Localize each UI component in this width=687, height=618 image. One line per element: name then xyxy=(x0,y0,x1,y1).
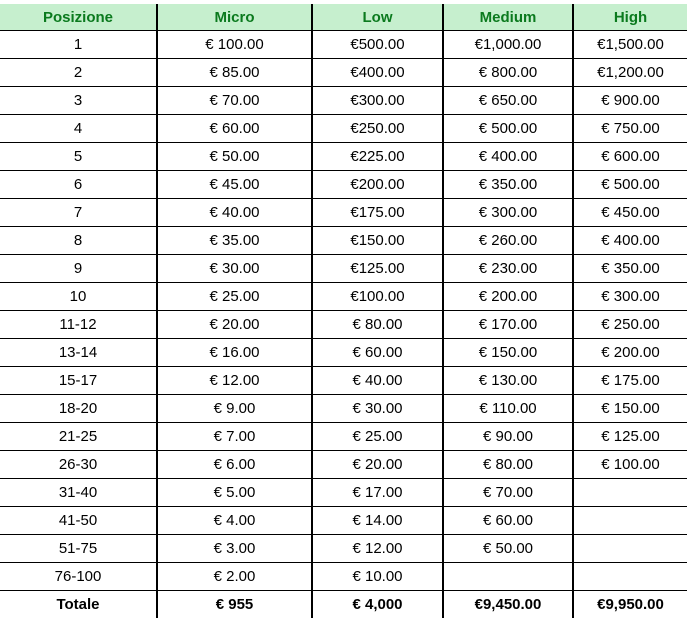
header-micro: Micro xyxy=(157,4,312,31)
medium-cell: € 90.00 xyxy=(443,423,573,451)
position-cell: 8 xyxy=(0,227,157,255)
high-cell: € 200.00 xyxy=(573,339,687,367)
high-cell: €1,500.00 xyxy=(573,31,687,59)
position-cell: 18-20 xyxy=(0,395,157,423)
medium-cell: € 70.00 xyxy=(443,479,573,507)
micro-cell: € 2.00 xyxy=(157,563,312,591)
position-cell: 10 xyxy=(0,283,157,311)
position-cell: 21-25 xyxy=(0,423,157,451)
low-cell: €400.00 xyxy=(312,59,443,87)
medium-cell: € 170.00 xyxy=(443,311,573,339)
medium-cell: € 400.00 xyxy=(443,143,573,171)
total-high: €9,950.00 xyxy=(573,591,687,618)
micro-cell: € 6.00 xyxy=(157,451,312,479)
high-cell: € 100.00 xyxy=(573,451,687,479)
medium-cell: € 60.00 xyxy=(443,507,573,535)
position-cell: 26-30 xyxy=(0,451,157,479)
position-cell: 76-100 xyxy=(0,563,157,591)
position-cell: 13-14 xyxy=(0,339,157,367)
table-row xyxy=(0,227,687,255)
micro-cell: € 9.00 xyxy=(157,395,312,423)
table-row xyxy=(0,171,687,199)
total-row xyxy=(0,591,687,618)
position-cell: 3 xyxy=(0,87,157,115)
total-low: € 4,000 xyxy=(312,591,443,618)
position-cell: 31-40 xyxy=(0,479,157,507)
table-row xyxy=(0,59,687,87)
low-cell: € 17.00 xyxy=(312,479,443,507)
medium-cell: € 350.00 xyxy=(443,171,573,199)
position-cell: 5 xyxy=(0,143,157,171)
micro-cell: € 40.00 xyxy=(157,199,312,227)
low-cell: € 60.00 xyxy=(312,339,443,367)
micro-cell: € 50.00 xyxy=(157,143,312,171)
position-cell: 15-17 xyxy=(0,367,157,395)
table-row xyxy=(0,507,687,535)
position-cell: 2 xyxy=(0,59,157,87)
table-row xyxy=(0,143,687,171)
low-cell: € 10.00 xyxy=(312,563,443,591)
position-cell: 51-75 xyxy=(0,535,157,563)
medium-cell xyxy=(443,563,573,591)
position-cell: 1 xyxy=(0,31,157,59)
header-high: High xyxy=(573,4,687,31)
micro-cell: € 20.00 xyxy=(157,311,312,339)
low-cell: €175.00 xyxy=(312,199,443,227)
low-cell: € 40.00 xyxy=(312,367,443,395)
header-medium: Medium xyxy=(443,4,573,31)
medium-cell: € 800.00 xyxy=(443,59,573,87)
low-cell: €125.00 xyxy=(312,255,443,283)
high-cell: € 125.00 xyxy=(573,423,687,451)
high-cell: € 150.00 xyxy=(573,395,687,423)
high-cell: € 450.00 xyxy=(573,199,687,227)
table-row xyxy=(0,479,687,507)
high-cell xyxy=(573,507,687,535)
low-cell: €300.00 xyxy=(312,87,443,115)
medium-cell: € 650.00 xyxy=(443,87,573,115)
low-cell: €200.00 xyxy=(312,171,443,199)
low-cell: € 12.00 xyxy=(312,535,443,563)
medium-cell: € 260.00 xyxy=(443,227,573,255)
micro-cell: € 100.00 xyxy=(157,31,312,59)
table-row xyxy=(0,535,687,563)
table-row xyxy=(0,199,687,227)
table-row xyxy=(0,87,687,115)
low-cell: €250.00 xyxy=(312,115,443,143)
micro-cell: € 3.00 xyxy=(157,535,312,563)
position-cell: 7 xyxy=(0,199,157,227)
low-cell: € 25.00 xyxy=(312,423,443,451)
high-cell: € 400.00 xyxy=(573,227,687,255)
high-cell: € 300.00 xyxy=(573,283,687,311)
low-cell: €500.00 xyxy=(312,31,443,59)
micro-cell: € 4.00 xyxy=(157,507,312,535)
medium-cell: € 200.00 xyxy=(443,283,573,311)
header-row xyxy=(0,4,687,31)
high-cell: € 350.00 xyxy=(573,255,687,283)
table-row xyxy=(0,367,687,395)
header-low: Low xyxy=(312,4,443,31)
medium-cell: € 300.00 xyxy=(443,199,573,227)
total-micro: € 955 xyxy=(157,591,312,618)
table-row xyxy=(0,115,687,143)
table-row xyxy=(0,255,687,283)
high-cell xyxy=(573,563,687,591)
micro-cell: € 45.00 xyxy=(157,171,312,199)
table-row xyxy=(0,563,687,591)
micro-cell: € 35.00 xyxy=(157,227,312,255)
table-row xyxy=(0,283,687,311)
position-cell: 4 xyxy=(0,115,157,143)
table-body xyxy=(0,31,687,618)
table-row xyxy=(0,423,687,451)
medium-cell: € 150.00 xyxy=(443,339,573,367)
medium-cell: € 110.00 xyxy=(443,395,573,423)
micro-cell: € 5.00 xyxy=(157,479,312,507)
micro-cell: € 25.00 xyxy=(157,283,312,311)
micro-cell: € 70.00 xyxy=(157,87,312,115)
position-cell: 9 xyxy=(0,255,157,283)
medium-cell: €1,000.00 xyxy=(443,31,573,59)
micro-cell: € 7.00 xyxy=(157,423,312,451)
high-cell: € 175.00 xyxy=(573,367,687,395)
low-cell: € 30.00 xyxy=(312,395,443,423)
micro-cell: € 60.00 xyxy=(157,115,312,143)
table-row xyxy=(0,311,687,339)
position-cell: 41-50 xyxy=(0,507,157,535)
header-posizione: Posizione xyxy=(0,4,157,31)
micro-cell: € 12.00 xyxy=(157,367,312,395)
position-cell: 11-12 xyxy=(0,311,157,339)
medium-cell: € 230.00 xyxy=(443,255,573,283)
medium-cell: € 130.00 xyxy=(443,367,573,395)
low-cell: €225.00 xyxy=(312,143,443,171)
prize-table xyxy=(0,4,687,618)
table-row xyxy=(0,31,687,59)
low-cell: € 14.00 xyxy=(312,507,443,535)
table-row xyxy=(0,395,687,423)
high-cell: € 750.00 xyxy=(573,115,687,143)
total-label: Totale xyxy=(56,596,100,613)
low-cell: € 80.00 xyxy=(312,311,443,339)
low-cell: €100.00 xyxy=(312,283,443,311)
table-row xyxy=(0,339,687,367)
high-cell: €1,200.00 xyxy=(573,59,687,87)
medium-cell: € 500.00 xyxy=(443,115,573,143)
low-cell: €150.00 xyxy=(312,227,443,255)
medium-cell: € 80.00 xyxy=(443,451,573,479)
high-cell: € 900.00 xyxy=(573,87,687,115)
micro-cell: € 16.00 xyxy=(157,339,312,367)
table-row xyxy=(0,451,687,479)
high-cell: € 250.00 xyxy=(573,311,687,339)
medium-cell: € 50.00 xyxy=(443,535,573,563)
high-cell xyxy=(573,479,687,507)
position-cell: 6 xyxy=(0,171,157,199)
micro-cell: € 30.00 xyxy=(157,255,312,283)
high-cell xyxy=(573,535,687,563)
micro-cell: € 85.00 xyxy=(157,59,312,87)
low-cell: € 20.00 xyxy=(312,451,443,479)
total-medium: €9,450.00 xyxy=(443,591,573,618)
high-cell: € 600.00 xyxy=(573,143,687,171)
high-cell: € 500.00 xyxy=(573,171,687,199)
